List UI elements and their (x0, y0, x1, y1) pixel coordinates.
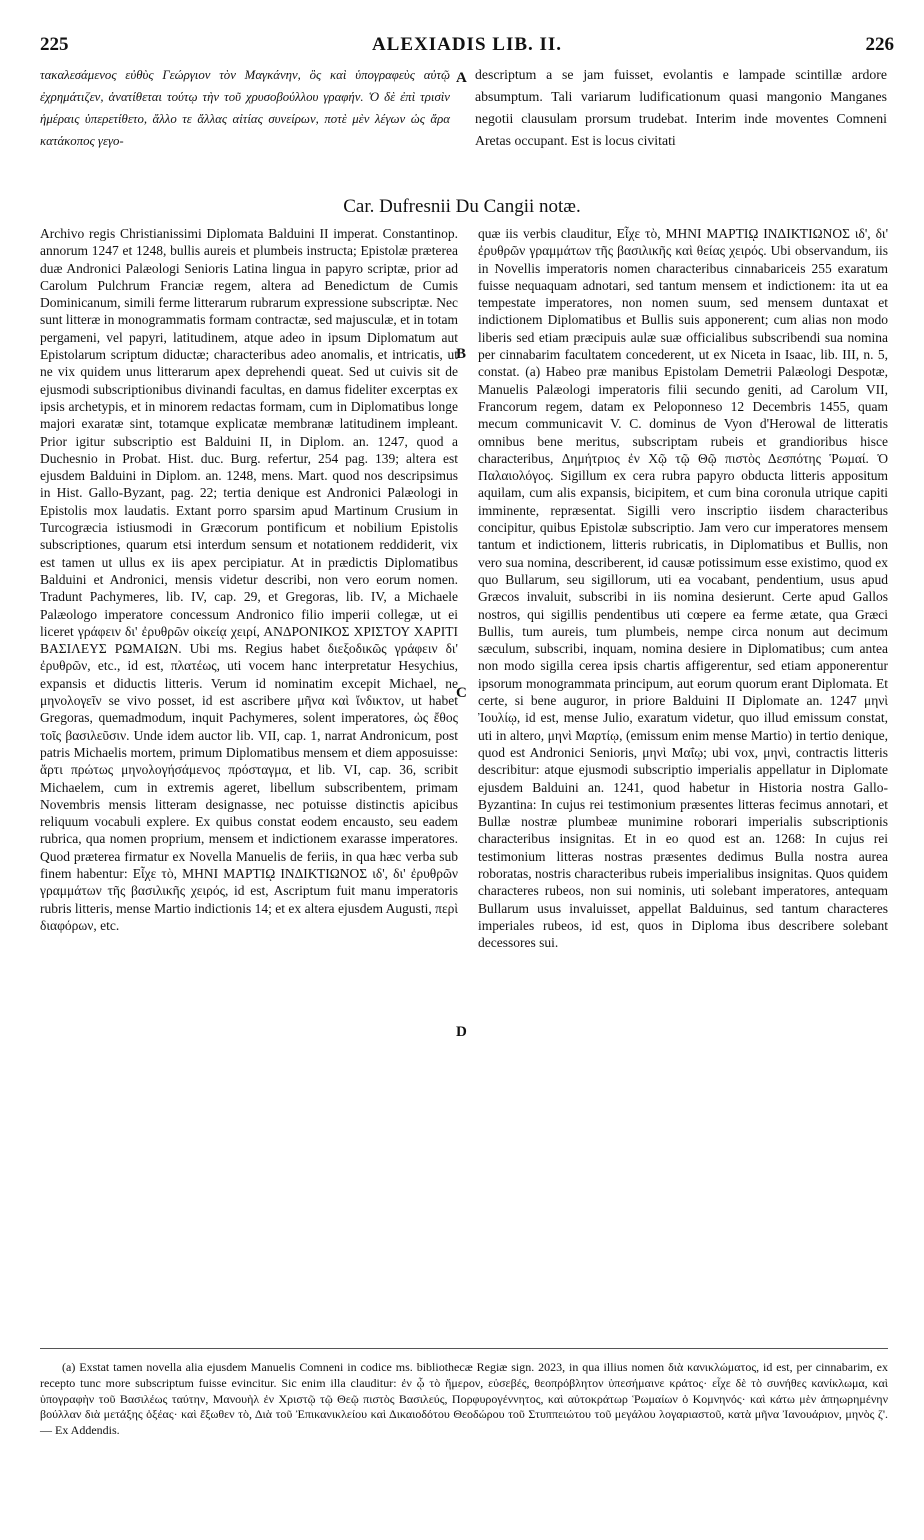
page-number-right: 226 (865, 34, 894, 55)
page-header (40, 34, 894, 60)
latin-translation-column: descriptum a se jam fuisset, evolantis e lampade scintillæ ardore absumptum. Tali variarum ludificationum quasi mangonio Manganes negotii clausulam prorsum trudebat. Interim inde moventes Comneni Aretas occupant. Est is locus civitati (475, 67, 887, 148)
margin-letter-d: D (456, 1024, 467, 1040)
notes-right-column (478, 225, 888, 951)
margin-letter-c: C (456, 685, 467, 701)
notes-left-column (40, 225, 458, 934)
footnote-text: (a) Exstat tamen novella alia ejusdem Manuelis Comneni in codice ms. bibliothecæ Regiæ sign. 2023, in qua illius nomen διὰ κανικλώματος, id est, per cinnabarim, ex recepto tunc more subscriptum fuisse evincitur. Sic enim illa clauditur: ἐν ᾧ τὸ ἥμερον, εὐσεβές, θεοπρόβλητον ὑπεσήμαινε κράτος· εἶχε δὲ τὸ συνήθες κανίκλωμα, καὶ ὑπογραφὴν τοῦ Βασιλέως ταύτην, Μανουὴλ ἐν Χριστῷ τῷ Θεῷ πιστὸς Βασιλεύς, Πορφυρογέννητος, καὶ αὐτοκράτωρ Ῥωμαίων ὁ Κομνηνός· καὶ κάτω μὲν ἀπηωρημένην βούλλαν διὰ μετάξης ὁξέας· καὶ ἔξωθεν τὸ, Διὰ τοῦ Ἐπικανικλείου καὶ Δικαιοδότου Θεοδώρου τοῦ Στυππειώτου τοῦ μεγάλου λογαριαστοῦ, κατὰ μῆνα Ἰανουάριον, μηνὸς ζ'. — Ex Addendis. (40, 1360, 888, 1438)
page-number-left: 225 (40, 34, 69, 55)
notes-right-text: quæ iis verbis clauditur, Εἶχε τὸ, ΜΗΝΙ ΜΑΡΤΙῼ ΙΝΔΙΚΤΙΩΝΟΣ ιδ', δι' ἐρυθρῶν γραμμάτων τῆς βασιλικῆς καὶ θείας χειρός. Ubi observandum, iis in Novellis imperatoris nomen characteribus cinnabariceis 255 exaratum fuisse nequaquam adnotari, sed tantum mensem et indictionem: ita ut ea tempestate imperatores, non nomen suum, sed mensem duntaxat et indictionem Diplomatibus et Bullis suis apponerent; cum alias non modo liberis sed etiam præcipuis aulæ suæ officialibus subscribendi sua nomina per cinnabarim facultatem concederent, ut ex Niceta in Isaac, lib. III, n. 5, constat. (a) Habeo præ manibus Epistolam Demetrii Palæologi Despotæ, Manuelis Palæologi imperatoris filii secundo geniti, ad Carolum VII, Francorum regem, datam ex Peloponneso 12 Decembris 1455, quam mecum communicavit V. C. dominus de Vyon d'Herowal de litteratis omnibus bene meritus, subscriptam rubeis et grandioribus hisce characteribus, Δημήτριος ἐν Χῷ τῷ Θῷ πιστὸς Δεσπότης Ῥωμαί. Ὁ Παλαιολόγος. Sigillum ex cera rubra papyro obducta litteris appositum aquilam, cum alis expansis, bicipitem, et cum bina coronula utrique capiti imminente, repræsentat. Sigilli vero inscriptio iisdem characteribus concipitur, quibus Epistolæ subscriptio. Jam vero cur imperatores mensem tantum et indictionem, litteris rubricatis, in Diplomatibus et Bullis, non vero sua nomina, describerent, id causæ potissimum esse existimo, quod ex quo Bullarum, seu sigillorum, uti ea vocabant, pendentium, usus apud Græcos invaluit, subscribi in iis nomina desierunt. Certe apud Gallos nostros, qui sigillis pendentibus uti cœpere ea ferme ætate, qua Græci Bullis, tum aureis, tum plumbeis, nempe circa nonum aut decimum sæculum, subscribi, inquam, nomina desiere in Diplomatibus; cum antea non modo sigilla cerea ipsis chartis affigerentur, sed etiam apponerentur ipsorum monogrammata principum, aut eorum quorum erant Diplomata. Et certe, si bene auguror, in priore Balduini II Diplomate an. 1247 μηνὶ Ἰουλίῳ, id est, mense Julio, exaratum videtur, quo illud emissum constat, uti in altero, μηνὶ Μαρτίῳ, (emissum enim mense Martio) in tertio denique, quod est Andronici Senioris, μηνὶ Μαΐῳ; ubi vox, μηνὶ, contractis litteris describitur: atque ejusmodi subscriptio imperialis appellatur in Diplomate ejusdem Balduini an. 1241, quod habetur in Historia nostra Gallo-Byzantina: In cujus rei testimonium præsentes litteras fecimus annotari, et Bullæ nostræ plumbeæ munimine roborari imperialis subscriptionis characteribus insignitas. Et in eo quod est an. 1268: In cujus rei testimonium litteras nostras præsentes dedimus Bulla nostra aurea roboratas, nostris characteribus rubeis imperialibus insignitas. Quos quidem characteres rubeos, non sui nominis, uti solebant imperatores, antequam Bullarum usus invaluisset, appellat Balduinus, sed tantum characteres imperiales rubeos, id est, quos in Diploma ibus describere solebant decessores sui. (478, 226, 888, 951)
margin-letter-a: A (456, 70, 467, 86)
footnote (40, 1360, 888, 1439)
greek-text-column: τακαλεσάμενος εὐθὺς Γεώργιον τὸν Μαγκάνην, ὃς καὶ ὑπογραφεὺς αὐτῷ ἐχρημάτιζεν, ἀνατίθεται τούτῳ τὴν τοῦ χρυσοβούλλου γραφήν. Ὁ δὲ ἐπὶ τρισὶν ἡμέραις ὑπερετίθετο, ἄλλο τε ἄλλας αἰτίας συνείρων, ποτὲ μὲν λέγων ὡς ἄρα κατάκοπος γεγο- (40, 68, 450, 148)
notes-title: Car. Dufresnii Du Cangii notæ. (343, 196, 581, 217)
running-head: ALEXIADIS LIB. II. (371, 34, 563, 55)
margin-letter-b: B (456, 346, 467, 362)
notes-left-text: Archivo regis Christianissimi Diplomata Balduini II imperat. Constantinop. annorum 1247 et 1248, bullis aureis et plumbeis instructa; Epistolæ præterea duæ Andronici Palæologi Senioris Latina lingua in papyro scriptæ, prior ad Carolum Pulchrum Franciæ regem, altera ad Benedictum de Cumis Dominicanum, simili ferme litterarum rubrarum expressione subscriptæ. Nec sunt litteræ in monogrammatis formam contractæ, sed majusculæ, et in totam pergameni, vel papyri, latitudinem, atque adeo in ipsum Diplomatum aut Epistolarum scriptum diductæ; characteribus adeo anomalis, et intricatis, ut ne vix quidem unus litterarum apex deprehendi queat. Sed ut cuivis sit de ejusmodi subscriptionibus divinandi facultas, en damus fideliter excerptas ex ipsis archetypis, et in minorem redactas formam, cum in Diplomatibus longe majori exaratæ sint, totamque explicatæ membranæ latitudinem impleant. Prior igitur subscriptio est Balduini II, in Diplom. an. 1247, quod a Duchesnio in Probat. Hist. duc. Burg. refertur, 254 pag. 139; altera est ejusdem Balduini in Diplom. an. 1248, mens. Mart. quod nos descripsimus in Hist. Gallo-Byzant, pag. 22; tertia denique est Andronici Palæologi in Epistolis mox laudatis. Extant porro sparsim apud Martinum Crusium in Turcogræcia istiusmodi in Græcorum pontificum et nobilium Epistolis subscriptiones, quarum etsi interdum sensum et notationem reddiderit, vix est tamen ut ullus ex iis apex percipiatur. At in prædictis Diplomatibus Balduini et Andronici, mensis videtur describi, non vero eorum nomen. Tradunt Pachymeres, lib. IV, cap. 29, et Gregoras, lib. IV, a Michaele Palæologo imperatore concessum Andronico filio imperii collegæ, ut ei liceret γράφειν δι' ἐρυθρῶν οἰκείᾳ χειρί, ΑΝΔΡΟΝΙΚΟΣ ΧΡΙΣΤΟΥ ΧΑΡΙΤΙ ΒΑΣΙΛΕΥΣ ΡΩΜΑΙΩΝ. Ubi ms. Regius habet διεξοδικῶς γράφειν δι' ἐρυθρῶν, etc., id est, πλατέως, uti vocem hanc interpretatur Hesychius, expansis et diductis litteris. Verum id nominatim excepit Michael, ne μηνολογεῖν se vivo posset, id est ascribere μῆνα καὶ ἴνδικτον, ut habet Gregoras, quemadmodum, inquit Pachymeres, solent imperatores, ὡς ἔθος τοῖς βασιλεῦσιν. Unde idem auctor lib. VII, cap. 1, narrat Andronicum, post patris Michaelis mortem, primum Diplomatibus mensem et diem apposuisse: ἄρτι πρώτως μηνολογήσάμενος πρόσταγμα, et lib. VI, cap. 36, scribit Michaelem, cum in extremis ageret, libellum subscribentem, primam Novembris mensis litteram designasse, nec potuisse distinctis apicibus reliquum vocabuli explere. Ex quibus constat eodem encausto, seu eadem rubrica, qua nomen proprium, mensem et indictionem exarasse imperatores. Quod præterea firmatur ex Novella Manuelis de feriis, in qua hæc verba sub finem habentur: Εἶχε τὸ, ΜΗΝΙ ΜΑΡΤΙῼ ΙΝΔΙΚΤΙΩΝΟΣ ιδ', δι' ἐρυθρῶν γραμμάτων τῆς βασιλικῆς χειρός, id est, Ascriptum fuit manu imperatoris rubris litteris, mense Martio indictionis 14; et ex altera ejusdem Augusti, περὶ διαφόρων, etc. (40, 226, 458, 933)
footnote-separator (40, 1348, 888, 1349)
